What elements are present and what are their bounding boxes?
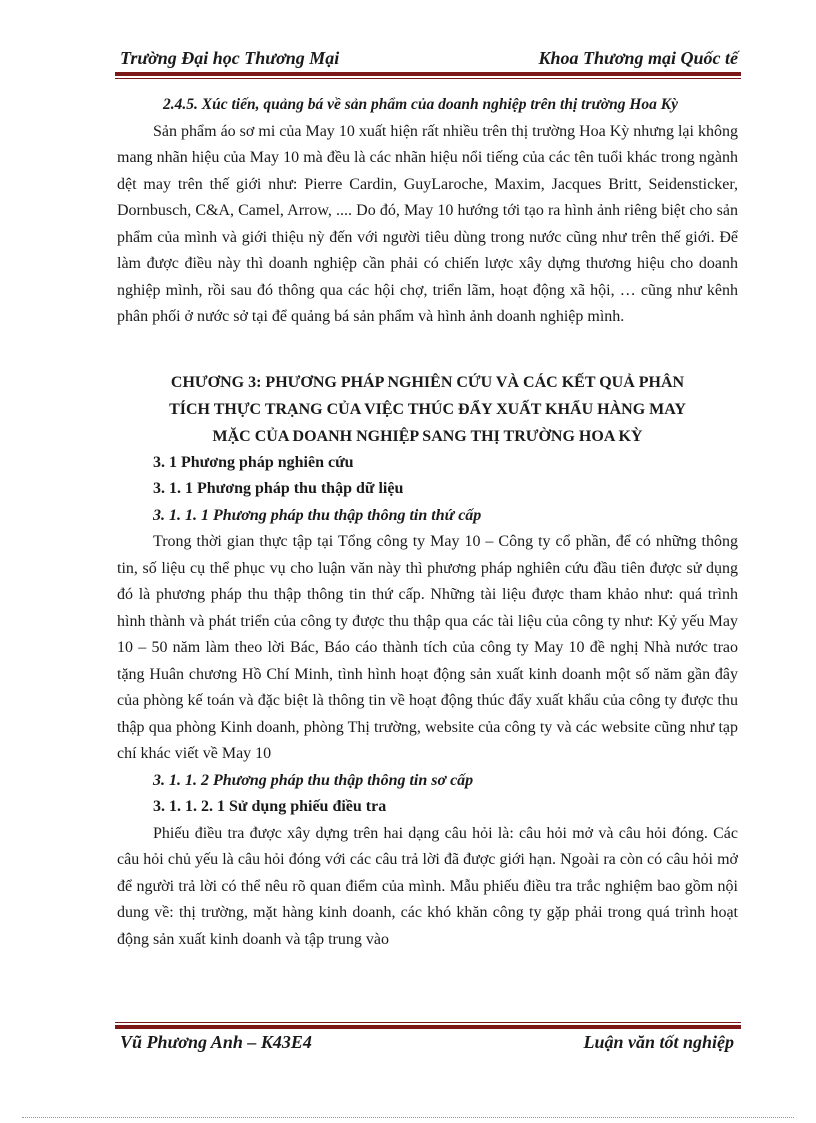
section-3-1-1-2-1-heading: 3. 1. 1. 2. 1 Sử dụng phiếu điều tra — [153, 798, 387, 815]
page-bottom-divider — [22, 1117, 794, 1118]
chapter-title-line-3: MẶC CỦA DOANH NGHIỆP SANG THỊ TRƯỜNG HOA KỲ — [212, 427, 643, 445]
header-faculty: Khoa Thương mại Quốc tế — [538, 48, 738, 68]
page-footer — [117, 1032, 740, 1058]
chapter-title-line-1: CHƯƠNG 3: PHƯƠNG PHÁP NGHIÊN CỨU VÀ CÁC KẾT QUẢ PHÂN — [170, 373, 685, 391]
footer-rule — [115, 1022, 741, 1029]
section-3-1-heading: 3. 1 Phương pháp nghiên cứu — [153, 453, 354, 471]
section-3-1-1-1-paragraph: Trong thời gian thực tập tại Tổng công ty May 10 – Công ty cổ phần, để có những thông tin, số liệu cụ thể phục vụ cho luận văn này thì phương pháp nghiên cứu đầu tiên được sử dụng đó là phương pháp thu thập thông tin thứ cấp. Những tài liệu được tham khảo như: quá trình hình thành và phát triển của công ty được thu thập qua các tài liệu của công ty như: Kỷ yếu May 10 – 50 năm làm theo lời Bác, Báo cáo thành tích của công ty May 10 đề nghị Nhà nước trao tặng Huân chương Hồ Chí Minh, tình hình hoạt động sản xuất kinh doanh một số năm gần đây của phòng kế toán và đặc biệt là thông tin về hoạt động thúc đẩy xuất khẩu của công ty được thu thập qua phòng Kinh doanh, phòng Thị trường, website của công ty và các website cũng như tạp chí khác viết về May 10 — [117, 533, 738, 762]
chapter-title-line-2: TÍCH THỰC TRẠNG CỦA VIỆC THÚC ĐẨY XUẤT KHẨU HÀNG MAY — [169, 400, 686, 418]
document-body — [117, 92, 738, 953]
section-3-1-1-heading: 3. 1. 1 Phương pháp thu thập dữ liệu — [153, 480, 404, 497]
footer-doc-type: Luận văn tốt nghiệp — [583, 1032, 734, 1052]
section-2-4-5-paragraph: Sản phẩm áo sơ mi của May 10 xuất hiện rất nhiều trên thị trường Hoa Kỳ nhưng lại không mang nhãn hiệu của May 10 mà đều là các nhãn hiệu nổi tiếng của các tên tuổi khác trong ngành dệt may trên thế giới như: Pierre Cardin, GuyLaroche, Maxim, Jacques Britt, Seidensticker, Dornbusch, C&A, Camel, Arrow, .... Do đó, May 10 hướng tới tạo ra hình ảnh riêng biệt cho sản phẩm của mình và giới thiệu nỳ đến với người tiêu dùng trong nước cũng như trên thế giới. Để làm được điều này thì doanh nghiệp cần phải có chiến lược xây dựng thương hiệu cho doanh nghiệp mình, rồi sau đó thông qua các hội chợ, triển lãm, hoạt động xã hội, … cũng như kênh phân phối ở nước sở tại để quảng bá sản phẩm và hình ảnh doanh nghiệp mình. — [117, 122, 738, 325]
footer-author: Vũ Phương Anh – K43E4 — [120, 1032, 312, 1052]
section-3-1-1-2-heading: 3. 1. 1. 2 Phương pháp thu thập thông tin sơ cấp — [153, 771, 474, 789]
section-3-1-1-2-1-paragraph: Phiếu điều tra được xây dựng trên hai dạng câu hỏi là: câu hỏi mở và câu hỏi đóng. Các câu hỏi chủ yếu là câu hỏi đóng với các câu trả lời đã được giới hạn. Ngoài ra còn có câu hỏi mở để người trả lời có thể nêu rõ quan điểm của mình. Mẫu phiếu điều tra trắc nghiệm bao gồm nội dung về: thị trường, mặt hàng kinh doanh, các khó khăn công ty gặp phải trong quá trình hoạt động sản xuất kinh doanh và tập trung vào — [117, 824, 738, 948]
header-rule — [115, 72, 741, 79]
section-3-1-1-1-heading: 3. 1. 1. 1 Phương pháp thu thập thông tin thứ cấp — [153, 506, 482, 524]
chapter-3-title — [117, 369, 738, 450]
page-header — [117, 48, 740, 72]
header-university: Trường Đại học Thương Mại — [120, 48, 340, 68]
section-2-4-5-title: 2.4.5. Xúc tiến, quảng bá về sản phẩm của doanh nghiệp trên thị trường Hoa Kỳ — [163, 96, 678, 113]
